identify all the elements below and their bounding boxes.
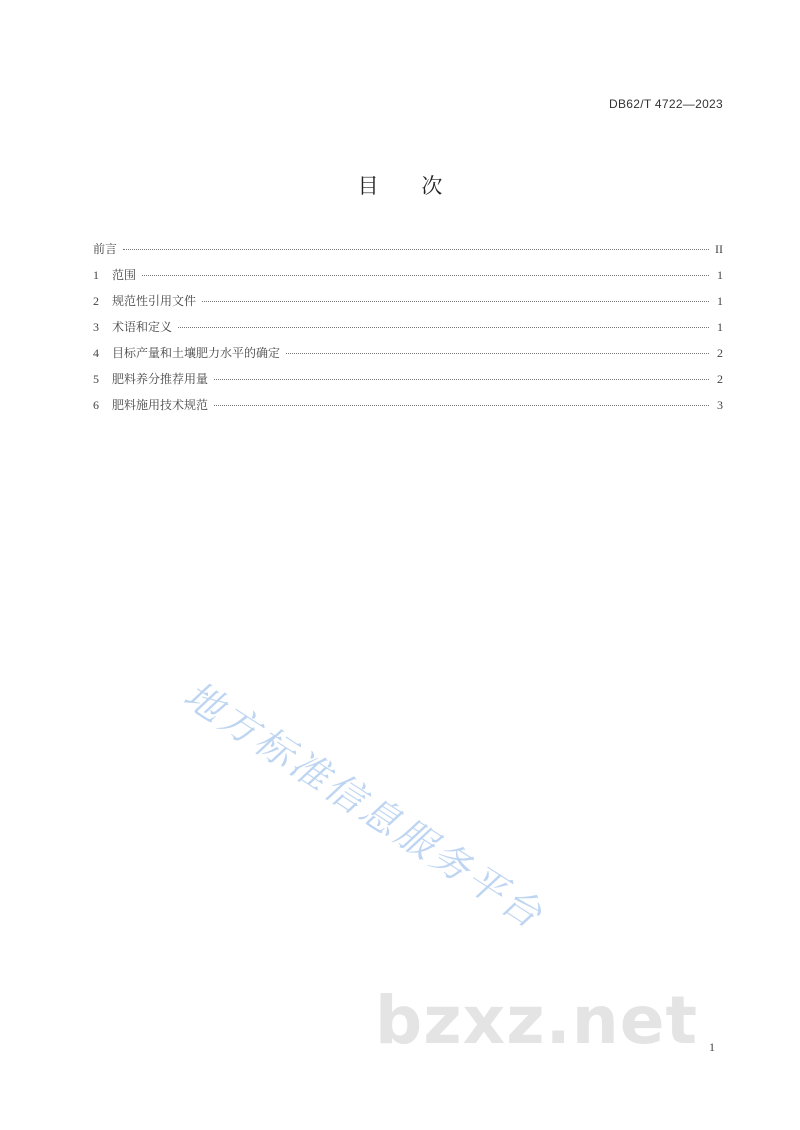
toc-entry-number: 2 xyxy=(93,294,99,308)
toc-entry-page: 1 xyxy=(717,320,723,334)
leader-dots xyxy=(142,275,709,276)
toc-entry-number: 4 xyxy=(93,346,99,360)
toc-entry-1[interactable] xyxy=(93,266,723,292)
toc-entry-page: II xyxy=(715,242,723,256)
table-of-contents xyxy=(93,240,723,422)
page-number: 1 xyxy=(709,1040,715,1054)
toc-entry-label: 肥料养分推荐用量 xyxy=(112,372,209,386)
title-char-1: 目 xyxy=(357,174,379,198)
toc-entry-label: 术语和定义 xyxy=(112,320,173,334)
toc-entry-page: 1 xyxy=(717,268,723,282)
title-char-2: 次 xyxy=(421,174,443,198)
document-code: DB62/T 4722—2023 xyxy=(609,97,723,111)
toc-entry-2[interactable] xyxy=(93,292,723,318)
toc-entry-3[interactable] xyxy=(93,318,723,344)
toc-entry-4[interactable] xyxy=(93,344,723,370)
toc-entry-number: 6 xyxy=(93,398,99,412)
toc-entry-label: 范围 xyxy=(112,268,137,282)
toc-entry-page: 3 xyxy=(717,398,723,412)
site-watermark: bzxz.net xyxy=(375,982,699,1059)
toc-entry-foreword[interactable] xyxy=(93,240,723,266)
toc-entry-number: 1 xyxy=(93,268,99,282)
leader-dots xyxy=(214,405,709,406)
toc-entry-number: 3 xyxy=(93,320,99,334)
toc-entry-number: 5 xyxy=(93,372,99,386)
toc-entry-label: 前言 xyxy=(93,242,118,256)
leader-dots xyxy=(178,327,709,328)
toc-entry-page: 1 xyxy=(717,294,723,308)
toc-entry-page: 2 xyxy=(717,346,723,360)
toc-entry-page: 2 xyxy=(717,372,723,386)
toc-entry-label: 规范性引用文件 xyxy=(112,294,197,308)
toc-entry-label: 肥料施用技术规范 xyxy=(112,398,209,412)
toc-entry-label: 目标产量和土壤肥力水平的确定 xyxy=(112,346,281,360)
toc-entry-5[interactable] xyxy=(93,370,723,396)
leader-dots xyxy=(214,379,709,380)
toc-entry-6[interactable] xyxy=(93,396,723,422)
leader-dots xyxy=(286,353,709,354)
page-title xyxy=(0,170,800,200)
leader-dots xyxy=(202,301,709,302)
leader-dots xyxy=(123,249,709,250)
platform-watermark: 地方标准信息服务平台 xyxy=(176,672,553,939)
